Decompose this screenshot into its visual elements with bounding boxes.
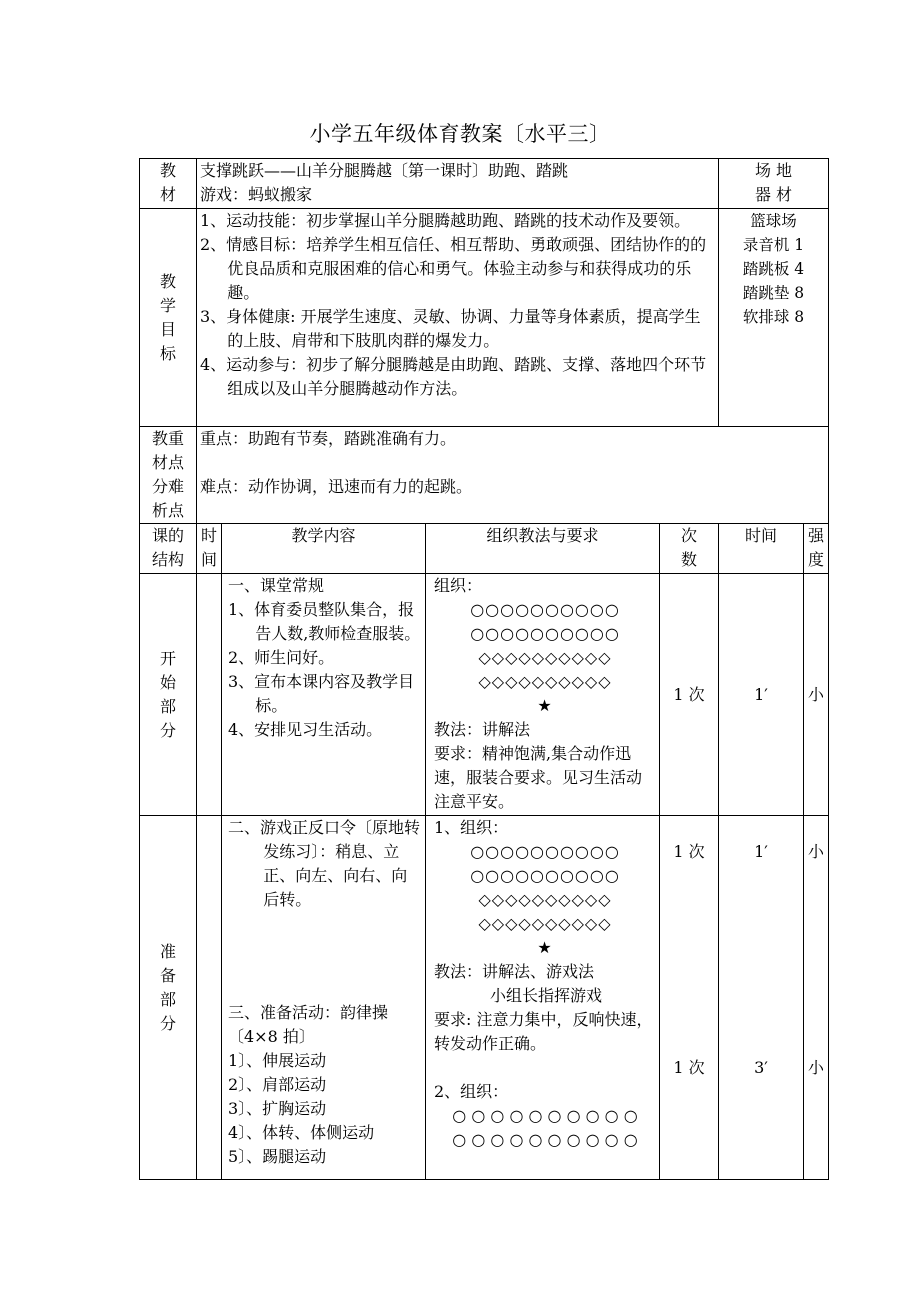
preparation-content: 二、游戏正反口令〔原地转发练习〕：稍息、立正、向左、向右、向后转。 三、准备活动：韵律操〔4×8 拍〕 1〕、伸展运动 2〕、肩部运动 3〕、扩胸运动 4〕、体转、体侧运动 5〕、踢腿运动 (222, 816, 426, 1180)
formation-row: ◇◇◇◇◇◇◇◇◇◇ (478, 890, 612, 909)
preparation-count: 1 次 1 次 (660, 816, 719, 1180)
objectives-row (140, 209, 829, 427)
teacher-star-icon: ★ (537, 938, 553, 957)
material-row (140, 159, 829, 209)
opening-method: 组织： ○○○○○○○○○○ ○○○○○○○○○○ ◇◇◇◇◇◇◇◇◇◇ ◇◇◇◇◇◇◇◇◇◇ ★ 教法：讲解法 要求：精神饱满,集合动作迅速，服装合要求。见习生活动注意平安。 (426, 574, 660, 816)
formation-row: ○ ○ ○ ○ ○ ○ ○ ○ ○ ○ (452, 1130, 638, 1149)
opening-duration: 1′ (719, 574, 804, 816)
keypoints-row (140, 427, 829, 524)
keypoints-content: 重点：助跑有节奏，踏跳准确有力。 难点：动作协调，迅速而有力的起跳。 (197, 427, 829, 524)
header-content: 教学内容 (222, 524, 426, 574)
opening-count: 1 次 (660, 574, 719, 816)
opening-part-label: 开 始 部 分 (140, 574, 197, 816)
formation-row: ○ ○ ○ ○ ○ ○ ○ ○ ○ ○ (452, 1106, 638, 1125)
header-intensity: 强 度 (804, 524, 829, 574)
formation-row: ○○○○○○○○○○ (470, 866, 620, 885)
header-time: 时 间 (197, 524, 222, 574)
preparation-duration: 1′ 3′ (719, 816, 804, 1180)
formation-row: ○○○○○○○○○○ (470, 600, 620, 619)
page-title: 小学五年级体育教案〔水平三〕 (309, 122, 611, 146)
preparation-time-cell (197, 816, 222, 1180)
preparation-part-label: 准 备 部 分 (140, 816, 197, 1180)
formation-row: ◇◇◇◇◇◇◇◇◇◇ (478, 648, 612, 667)
opening-content: 一、课堂常规 1、体育委员整队集合，报告人数,教师检查服装。 2、师生问好。 3、宣布本课内容及教学目标。 4、安排见习生活动。 (222, 574, 426, 816)
opening-intensity: 小 (804, 574, 829, 816)
header-duration: 时间 (719, 524, 804, 574)
venue-label: 场 地 器 材 (719, 159, 829, 209)
header-row (140, 524, 829, 574)
formation-row: ◇◇◇◇◇◇◇◇◇◇ (478, 914, 612, 933)
formation-row: ○○○○○○○○○○ (470, 624, 620, 643)
objectives-label: 教 学 目 标 (140, 209, 197, 427)
material-content: 支撑跳跃——山羊分腿腾越〔第一课时〕助跑、踏跳 游戏：蚂蚁搬家 (197, 159, 719, 209)
material-label: 教 材 (140, 159, 197, 209)
opening-part-row (140, 574, 829, 816)
header-structure: 课的 结构 (140, 524, 197, 574)
lesson-plan-table (139, 158, 829, 1180)
objectives-content: 1、运动技能：初步掌握山羊分腿腾越助跑、踏跳的技术动作及要领。 2、情感目标：培养学生相互信任、相互帮助、勇敢顽强、团结协作的的优良品质和克服困难的信心和勇气。体验主动参与和获得成功的乐趣。 3、身体健康: 开展学生速度、灵敏、协调、力量等身体素质，提高学生的上肢、肩带和下肢肌肉群的爆发力。 4、运动参与：初步了解分腿腾越是由助跑、踏跳、支撑、落地四个环节组成以及山羊分腿腾越动作方法。 (197, 209, 719, 427)
keypoints-label: 教重 材点 分难 析点 (140, 427, 197, 524)
equipment-list: 篮球场 录音机 1 踏跳板 4 踏跳垫 8 软排球 8 (719, 209, 829, 427)
preparation-part-row (140, 816, 829, 1180)
formation-row: ○○○○○○○○○○ (470, 842, 620, 861)
teacher-star-icon: ★ (537, 696, 553, 715)
preparation-intensity: 小 小 (804, 816, 829, 1180)
header-method: 组织教法与要求 (426, 524, 660, 574)
preparation-method: 1、组织： ○○○○○○○○○○ ○○○○○○○○○○ ◇◇◇◇◇◇◇◇◇◇ ◇◇◇◇◇◇◇◇◇◇ ★ 教法：讲解法、游戏法 小组长指挥游戏 要求: 注意力集中，反响快速，转发动作正确。 2、组织： ○ ○ ○ ○ ○ ○ ○ ○ ○ ○ ○ ○ ○ ○ ○ ○ ○ ○ ○ ○ (426, 816, 660, 1180)
opening-time-cell (197, 574, 222, 816)
formation-row: ◇◇◇◇◇◇◇◇◇◇ (478, 672, 612, 691)
header-count: 次 数 (660, 524, 719, 574)
